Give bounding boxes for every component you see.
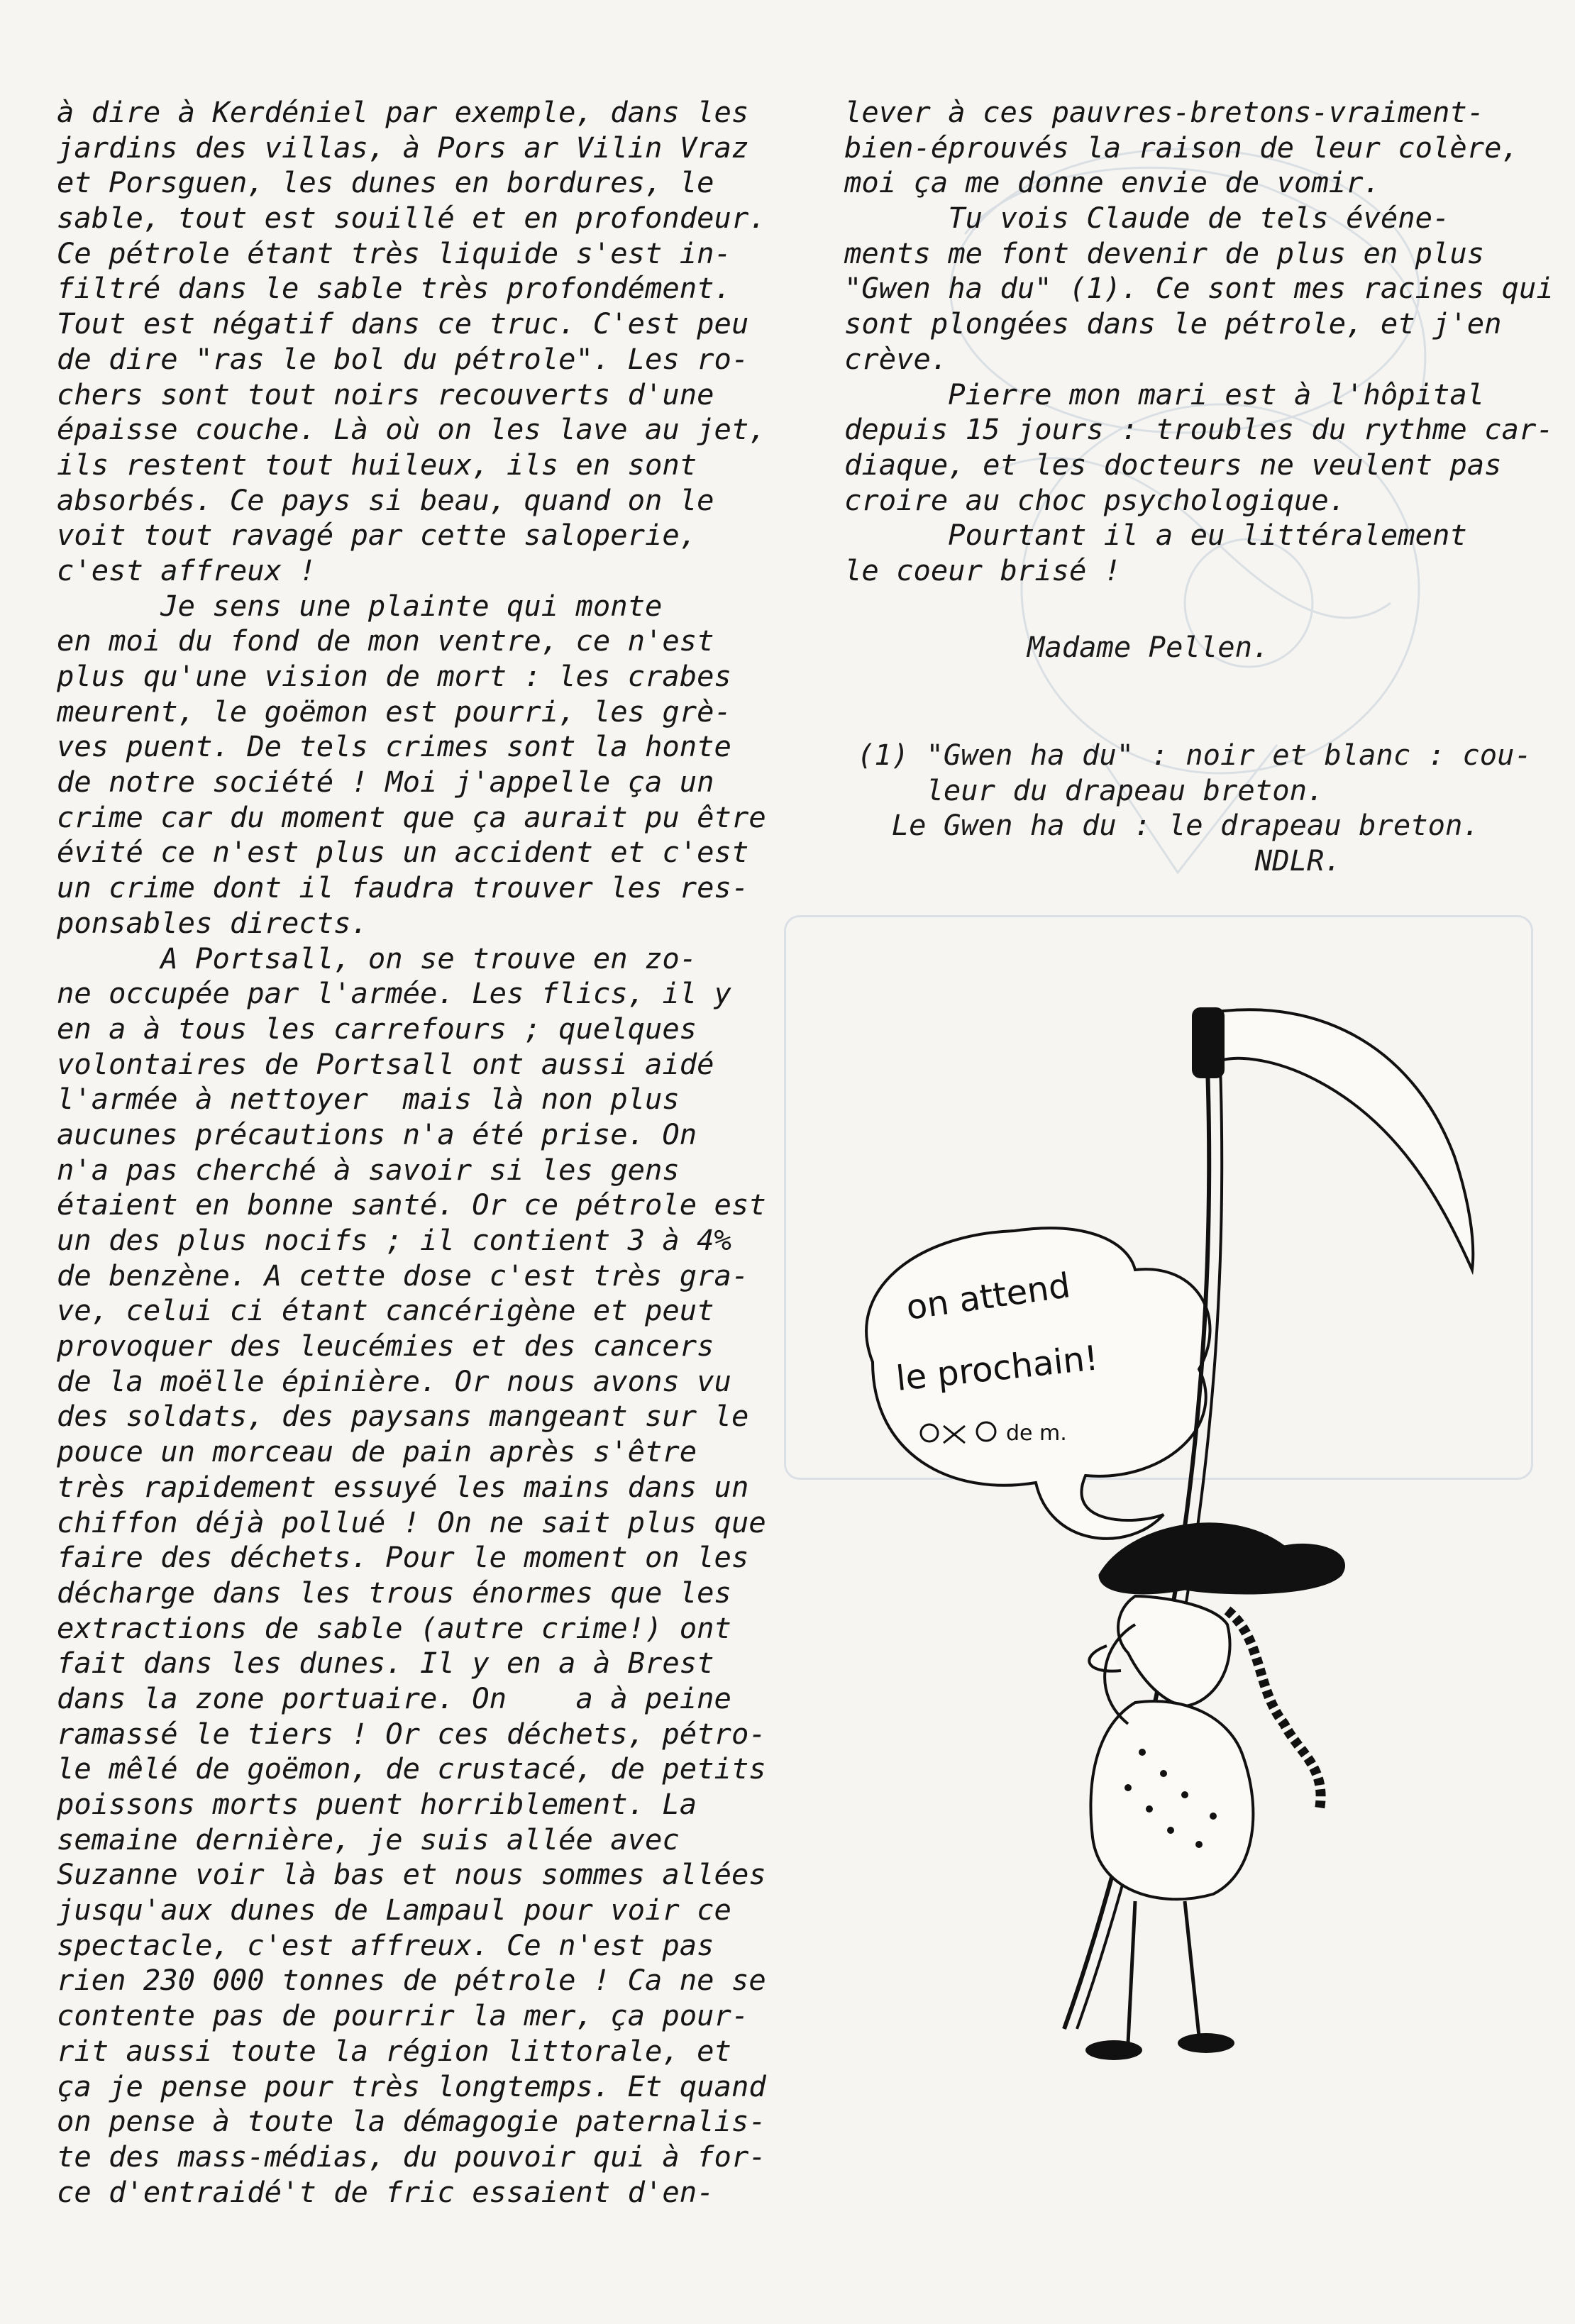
- left-column-line: poissons morts puent horriblement. La: [57, 1787, 697, 1821]
- right-column-line: sont plongées dans le pétrole, et j'en: [844, 306, 1502, 341]
- right-column-line: depuis 15 jours : troubles du rythme car-: [844, 412, 1554, 447]
- left-column-line: contente pas de pourrir la mer, ça pour-: [57, 1998, 749, 2033]
- left-column-line: étaient en bonne santé. Or ce pétrole est: [57, 1188, 766, 1222]
- signature: Madame Pellen.: [1027, 630, 1270, 664]
- left-column-line: des soldats, des paysans mangeant sur le: [57, 1399, 749, 1434]
- left-column-line: en a à tous les carrefours ; quelques: [57, 1011, 697, 1046]
- left-column-line: A Portsall, on se trouve en zo-: [57, 941, 697, 975]
- left-column-line: Ce pétrole étant très liquide s'est in-: [57, 236, 731, 270]
- left-column-line: en moi du fond de mon ventre, ce n'est: [57, 624, 714, 658]
- left-column-line: meurent, le goëmon est pourri, les grè-: [57, 694, 731, 729]
- left-column-line: de dire "ras le bol du pétrole". Les ro-: [57, 341, 749, 376]
- left-column-line: chiffon déjà pollué ! On ne sait plus que: [57, 1505, 766, 1539]
- right-column-line: Tu vois Claude de tels événe-: [844, 201, 1450, 236]
- left-column-line: jusqu'aux dunes de Lampaul pour voir ce: [57, 1893, 731, 1927]
- right-column-line: moi ça me donne envie de vomir.: [844, 165, 1381, 200]
- left-column-line: ce d'entraidé't de fric essaient d'en-: [57, 2174, 714, 2209]
- left-column-line: on pense à toute la démagogie paternalis-: [57, 2104, 766, 2139]
- left-column-line: rit aussi toute la région littorale, et: [57, 2033, 731, 2068]
- left-shoe: [1085, 2040, 1142, 2060]
- left-column-line: crime car du moment que ça aurait pu être: [57, 799, 766, 834]
- left-column-line: c'est affreux !: [57, 553, 316, 587]
- left-column-line: décharge dans les trous énormes que les: [57, 1575, 731, 1610]
- left-column-line: volontaires de Portsall ont aussi aidé: [57, 1046, 714, 1081]
- legs: [1128, 1901, 1199, 2043]
- left-column-line: provoquer des leucémies et des cancers: [57, 1329, 714, 1363]
- left-column-line: spectacle, c'est affreux. Ce n'est pas: [57, 1927, 714, 1962]
- footnote-line: (1) "Gwen ha du" : noir et blanc : cou-: [857, 738, 1532, 772]
- right-column-line: le coeur brisé !: [844, 553, 1122, 587]
- left-column-line: un des plus nocifs ; il contient 3 à 4%: [57, 1223, 731, 1257]
- left-column-line: rien 230 000 tonnes de pétrole ! Ca ne se: [57, 1963, 766, 1998]
- footnote: [857, 738, 1532, 879]
- left-column-line: de benzène. A cette dose c'est très gra-: [57, 1258, 749, 1293]
- right-column-line: lever à ces pauvres-bretons-vraiment-: [844, 95, 1485, 129]
- left-column-line: fait dans les dunes. Il y en a à Brest: [57, 1646, 714, 1681]
- footnote-line: NDLR.: [857, 843, 1342, 878]
- right-column-line: crève.: [844, 341, 949, 376]
- speech-bubble-line-1: on attend: [903, 1266, 1073, 1328]
- right-column-line: croire au choc psychologique.: [844, 482, 1347, 517]
- left-column-line: chers sont tout noirs recouverts d'une: [57, 377, 714, 411]
- footnote-line: leur du drapeau breton.: [857, 773, 1325, 807]
- left-column-line: ves puent. De tels crimes sont la honte: [57, 729, 731, 764]
- left-column-line: ramassé le tiers ! Or ces déchets, pétro-: [57, 1716, 766, 1751]
- right-column-line: ments me font devenir de plus en plus: [844, 236, 1485, 270]
- left-column-line: à dire à Kerdéniel par exemple, dans les: [57, 95, 749, 129]
- grim-figure-illustration: [830, 986, 1525, 2079]
- left-column-line: n'a pas cherché à savoir si les gens: [57, 1152, 680, 1187]
- left-column-line: un crime dont il faudra trouver les res-: [57, 870, 749, 905]
- left-column-line: ve, celui ci étant cancérigène et peut: [57, 1293, 714, 1328]
- left-column-line: très rapidement essuyé les mains dans un: [57, 1469, 749, 1504]
- left-column-line: jardins des villas, à Pors ar Vilin Vraz: [57, 130, 749, 165]
- left-column-line: l'armée à nettoyer mais là non plus: [57, 1082, 680, 1117]
- left-column-line: aucunes précautions n'a été prise. On: [57, 1117, 697, 1151]
- left-column-line: de la moëlle épinière. Or nous avons vu: [57, 1363, 731, 1398]
- head: [1118, 1596, 1229, 1706]
- speech-bubble-sign: de m.: [1006, 1421, 1067, 1446]
- left-column-line: plus qu'une vision de mort : les crabes: [57, 659, 731, 693]
- left-column-line: ça je pense pour très longtemps. Et quand: [57, 2069, 766, 2103]
- right-column-line: Pourtant il a eu littéralement: [844, 518, 1467, 553]
- left-column-line: dans la zone portuaire. On a à peine: [57, 1681, 731, 1715]
- left-column-line: faire des déchets. Pour le moment on les: [57, 1540, 749, 1575]
- right-column-line: Pierre mon mari est à l'hôpital: [844, 377, 1485, 411]
- speech-bubble-line-2: le prochain!: [894, 1338, 1100, 1399]
- left-column-line: Je sens une plainte qui monte: [57, 588, 663, 623]
- left-column-line: te des mass-médias, du pouvoir qui à for-: [57, 2139, 766, 2174]
- left-column-text: [57, 95, 809, 2210]
- left-column-line: Tout est négatif dans ce truc. C'est peu: [57, 306, 749, 341]
- right-column-text: [844, 95, 1561, 589]
- left-column-line: voit tout ravagé par cette saloperie,: [57, 518, 697, 553]
- left-column-line: semaine dernière, je suis allée avec: [57, 1822, 680, 1857]
- left-column-line: absorbés. Ce pays si beau, quand on le: [57, 482, 714, 517]
- footnote-line: Le Gwen ha du : le drapeau breton.: [857, 808, 1480, 843]
- left-column-line: le mêlé de goëmon, de crustacé, de petits: [57, 1752, 766, 1786]
- left-column-line: et Porsguen, les dunes en bordures, le: [57, 165, 714, 200]
- left-column-line: sable, tout est souillé et en profondeur.: [57, 201, 766, 236]
- left-column-line: Suzanne voir là bas et nous sommes allées: [57, 1857, 766, 1892]
- right-column-line: bien-éprouvés la raison de leur colère,: [844, 130, 1519, 165]
- left-column-line: filtré dans le sable très profondément.: [57, 271, 731, 306]
- left-column-line: ils restent tout huileux, ils en sont: [57, 447, 697, 482]
- right-column-line: "Gwen ha du" (1). Ce sont mes racines qui: [844, 271, 1554, 306]
- left-column-line: ne occupée par l'armée. Les flics, il y: [57, 976, 731, 1011]
- left-column-line: de notre société ! Moi j'appelle ça un: [57, 765, 714, 799]
- left-column-line: épaisse couche. Là où on les lave au jet,: [57, 412, 766, 447]
- left-column-line: ponsables directs.: [57, 905, 368, 940]
- body: [1091, 1701, 1254, 1899]
- scythe-blade: [1199, 1009, 1473, 1270]
- right-shoe: [1178, 2033, 1234, 2053]
- right-column-line: diaque, et les docteurs ne veulent pas: [844, 447, 1502, 482]
- left-column-line: extractions de sable (autre crime!) ont: [57, 1610, 731, 1645]
- left-column-line: évité ce n'est plus un accident et c'est: [57, 835, 749, 870]
- left-column-line: pouce un morceau de pain après s'être: [57, 1434, 697, 1469]
